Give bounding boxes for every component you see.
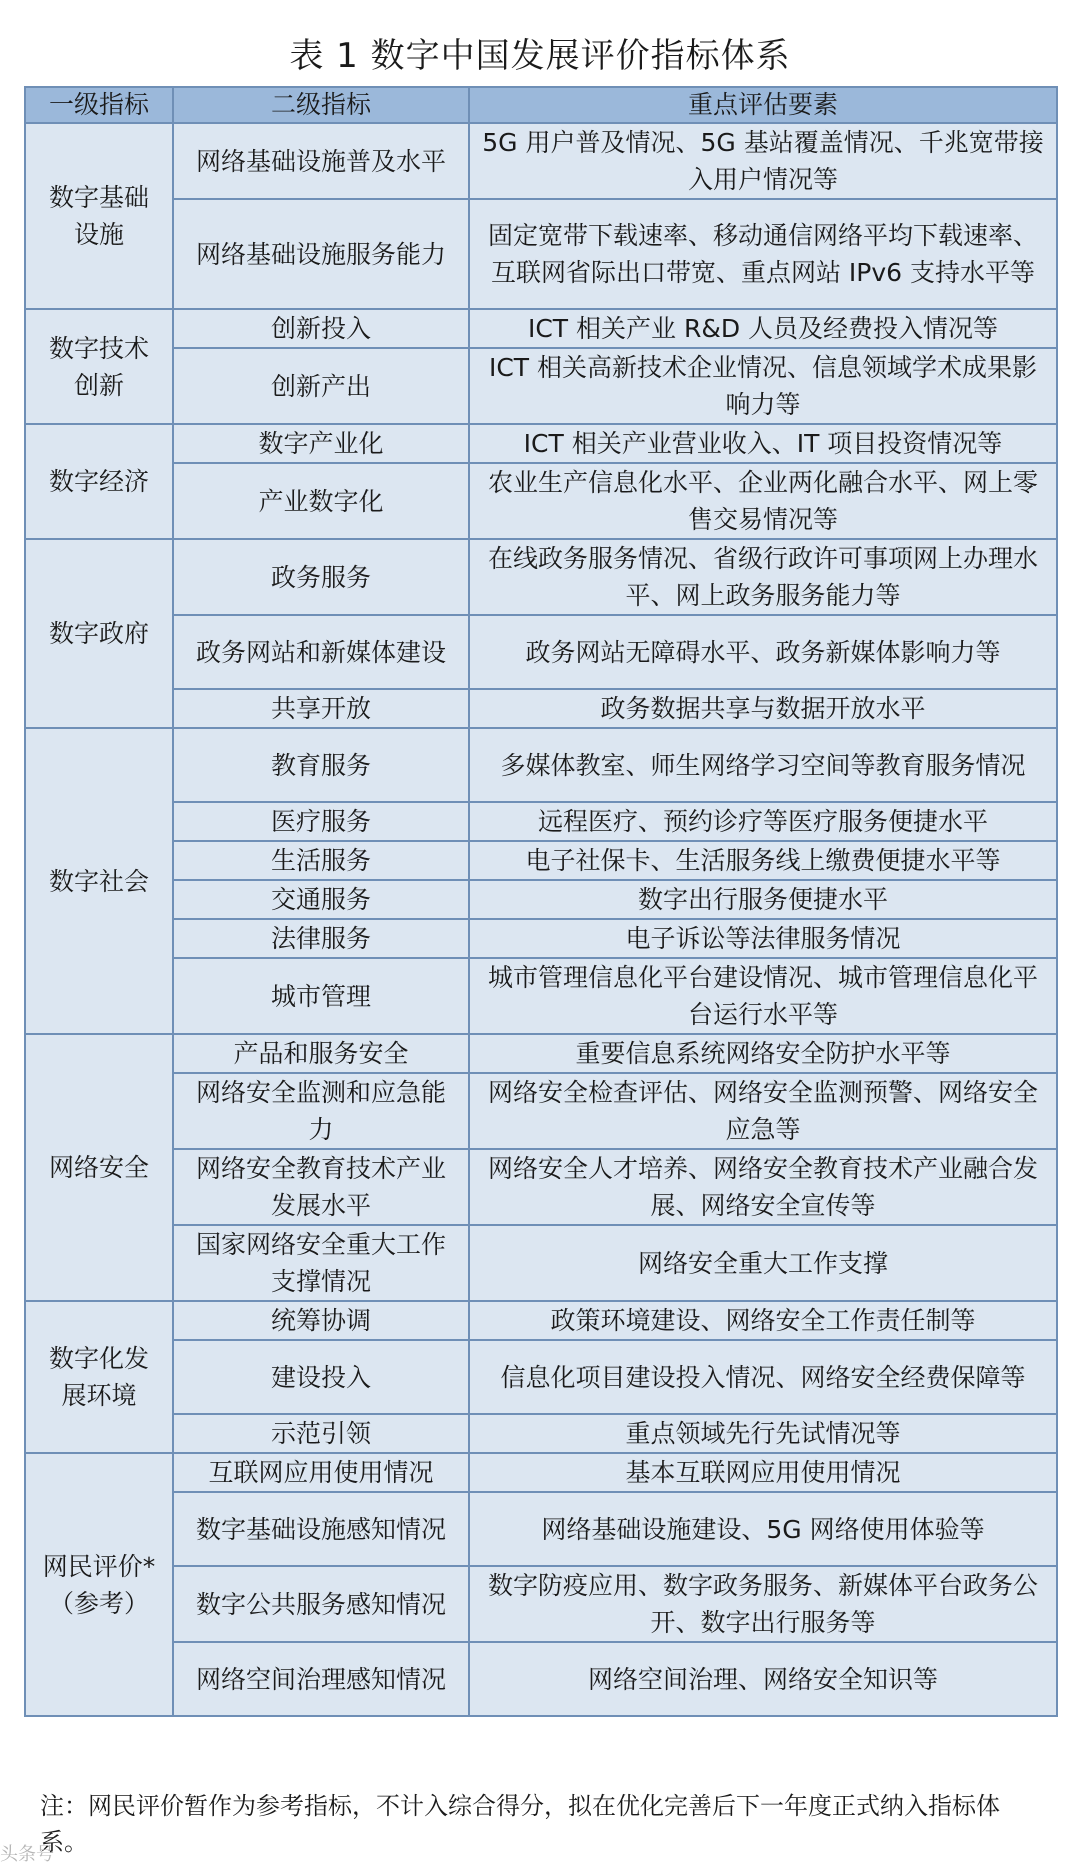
table-row bbox=[25, 689, 1057, 728]
table-row bbox=[25, 1149, 1057, 1225]
table-row bbox=[25, 1414, 1057, 1453]
level1-indicator: 数字社会 bbox=[25, 728, 173, 1034]
evaluation-factors: 政务网站无障碍水平、政务新媒体影响力等 bbox=[469, 615, 1057, 689]
table-row bbox=[25, 880, 1057, 919]
table-row bbox=[25, 348, 1057, 424]
evaluation-factors: 基本互联网应用使用情况 bbox=[469, 1453, 1057, 1492]
evaluation-factors: 城市管理信息化平台建设情况、城市管理信息化平台运行水平等 bbox=[469, 958, 1057, 1034]
level2-indicator: 国家网络安全重大工作支撑情况 bbox=[173, 1225, 469, 1301]
evaluation-factors: 多媒体教室、师生网络学习空间等教育服务情况 bbox=[469, 728, 1057, 802]
table-title: 表 1 数字中国发展评价指标体系 bbox=[289, 36, 791, 76]
evaluation-factors: 数字出行服务便捷水平 bbox=[469, 880, 1057, 919]
level2-indicator: 网络安全教育技术产业发展水平 bbox=[173, 1149, 469, 1225]
evaluation-factors: ICT 相关产业 R&D 人员及经费投入情况等 bbox=[469, 309, 1057, 348]
level2-indicator: 产品和服务安全 bbox=[173, 1034, 469, 1073]
level2-indicator: 城市管理 bbox=[173, 958, 469, 1034]
table-row bbox=[25, 1034, 1057, 1073]
evaluation-factors: 政务数据共享与数据开放水平 bbox=[469, 689, 1057, 728]
level2-indicator: 政务网站和新媒体建设 bbox=[173, 615, 469, 689]
level2-indicator: 示范引领 bbox=[173, 1414, 469, 1453]
table-row bbox=[25, 539, 1057, 615]
evaluation-factors: 电子诉讼等法律服务情况 bbox=[469, 919, 1057, 958]
table-row bbox=[25, 424, 1057, 463]
table-row bbox=[25, 1566, 1057, 1642]
table-row bbox=[25, 1225, 1057, 1301]
evaluation-factors: 固定宽带下载速率、移动通信网络平均下载速率、互联网省际出口带宽、重点网站 IPv6 支持水平等 bbox=[469, 199, 1057, 309]
evaluation-factors: 在线政务服务情况、省级行政许可事项网上办理水平、网上政务服务能力等 bbox=[469, 539, 1057, 615]
evaluation-factors: 重要信息系统网络安全防护水平等 bbox=[469, 1034, 1057, 1073]
table-row bbox=[25, 123, 1057, 199]
table-row bbox=[25, 199, 1057, 309]
level2-indicator: 数字公共服务感知情况 bbox=[173, 1566, 469, 1642]
table-row bbox=[25, 463, 1057, 539]
evaluation-factors: ICT 相关高新技术企业情况、信息领域学术成果影响力等 bbox=[469, 348, 1057, 424]
table-body bbox=[25, 123, 1057, 1716]
table-header-row bbox=[25, 87, 1057, 123]
level1-indicator: 数字基础设施 bbox=[25, 123, 173, 309]
evaluation-factors: 政策环境建设、网络安全工作责任制等 bbox=[469, 1301, 1057, 1340]
header-level2: 二级指标 bbox=[173, 87, 469, 123]
level2-indicator: 数字基础设施感知情况 bbox=[173, 1492, 469, 1566]
evaluation-factors: ICT 相关产业营业收入、IT 项目投资情况等 bbox=[469, 424, 1057, 463]
level2-indicator: 交通服务 bbox=[173, 880, 469, 919]
table-row bbox=[25, 1301, 1057, 1340]
table-row bbox=[25, 615, 1057, 689]
level1-indicator: 网络安全 bbox=[25, 1034, 173, 1301]
table-row bbox=[25, 958, 1057, 1034]
evaluation-factors: 网络安全检查评估、网络安全监测预警、网络安全应急等 bbox=[469, 1073, 1057, 1149]
level2-indicator: 互联网应用使用情况 bbox=[173, 1453, 469, 1492]
level2-indicator: 网络空间治理感知情况 bbox=[173, 1642, 469, 1716]
level2-indicator: 法律服务 bbox=[173, 919, 469, 958]
evaluation-factors: 电子社保卡、生活服务线上缴费便捷水平等 bbox=[469, 841, 1057, 880]
table-row bbox=[25, 802, 1057, 841]
level2-indicator: 网络基础设施普及水平 bbox=[173, 123, 469, 199]
header-factors: 重点评估要素 bbox=[469, 87, 1057, 123]
table-row bbox=[25, 1642, 1057, 1716]
table-row bbox=[25, 841, 1057, 880]
level2-indicator: 网络基础设施服务能力 bbox=[173, 199, 469, 309]
evaluation-factors: 网络安全人才培养、网络安全教育技术产业融合发展、网络安全宣传等 bbox=[469, 1149, 1057, 1225]
level2-indicator: 数字产业化 bbox=[173, 424, 469, 463]
level1-indicator: 数字化发展环境 bbox=[25, 1301, 173, 1453]
level2-indicator: 创新产出 bbox=[173, 348, 469, 424]
level2-indicator: 产业数字化 bbox=[173, 463, 469, 539]
table-row bbox=[25, 919, 1057, 958]
level2-indicator: 共享开放 bbox=[173, 689, 469, 728]
evaluation-factors: 5G 用户普及情况、5G 基站覆盖情况、千兆宽带接入用户情况等 bbox=[469, 123, 1057, 199]
evaluation-factors: 信息化项目建设投入情况、网络安全经费保障等 bbox=[469, 1340, 1057, 1414]
table-row bbox=[25, 309, 1057, 348]
level2-indicator: 教育服务 bbox=[173, 728, 469, 802]
footnote: 注：网民评价暂作为参考指标，不计入综合得分，拟在优化完善后下一年度正式纳入指标体系。 bbox=[40, 1792, 1000, 1856]
table-row bbox=[25, 1340, 1057, 1414]
level2-indicator: 网络安全监测和应急能力 bbox=[173, 1073, 469, 1149]
level2-indicator: 统筹协调 bbox=[173, 1301, 469, 1340]
level1-indicator: 数字政府 bbox=[25, 539, 173, 728]
evaluation-factors: 网络安全重大工作支撑 bbox=[469, 1225, 1057, 1301]
level2-indicator: 创新投入 bbox=[173, 309, 469, 348]
level2-indicator: 生活服务 bbox=[173, 841, 469, 880]
level2-indicator: 政务服务 bbox=[173, 539, 469, 615]
evaluation-factors: 网络空间治理、网络安全知识等 bbox=[469, 1642, 1057, 1716]
level2-indicator: 建设投入 bbox=[173, 1340, 469, 1414]
watermark: 头条号 bbox=[0, 1844, 54, 1865]
table-row bbox=[25, 1073, 1057, 1149]
level1-indicator: 数字经济 bbox=[25, 424, 173, 539]
header-level1: 一级指标 bbox=[25, 87, 173, 123]
level2-indicator: 医疗服务 bbox=[173, 802, 469, 841]
indicator-table bbox=[24, 86, 1058, 1717]
evaluation-factors: 网络基础设施建设、5G 网络使用体验等 bbox=[469, 1492, 1057, 1566]
evaluation-factors: 数字防疫应用、数字政务服务、新媒体平台政务公开、数字出行服务等 bbox=[469, 1566, 1057, 1642]
evaluation-factors: 农业生产信息化水平、企业两化融合水平、网上零售交易情况等 bbox=[469, 463, 1057, 539]
table-row bbox=[25, 1453, 1057, 1492]
evaluation-factors: 远程医疗、预约诊疗等医疗服务便捷水平 bbox=[469, 802, 1057, 841]
level1-indicator: 网民评价*（参考） bbox=[25, 1453, 173, 1716]
evaluation-factors: 重点领域先行先试情况等 bbox=[469, 1414, 1057, 1453]
level1-indicator: 数字技术创新 bbox=[25, 309, 173, 424]
table-row bbox=[25, 728, 1057, 802]
table-row bbox=[25, 1492, 1057, 1566]
